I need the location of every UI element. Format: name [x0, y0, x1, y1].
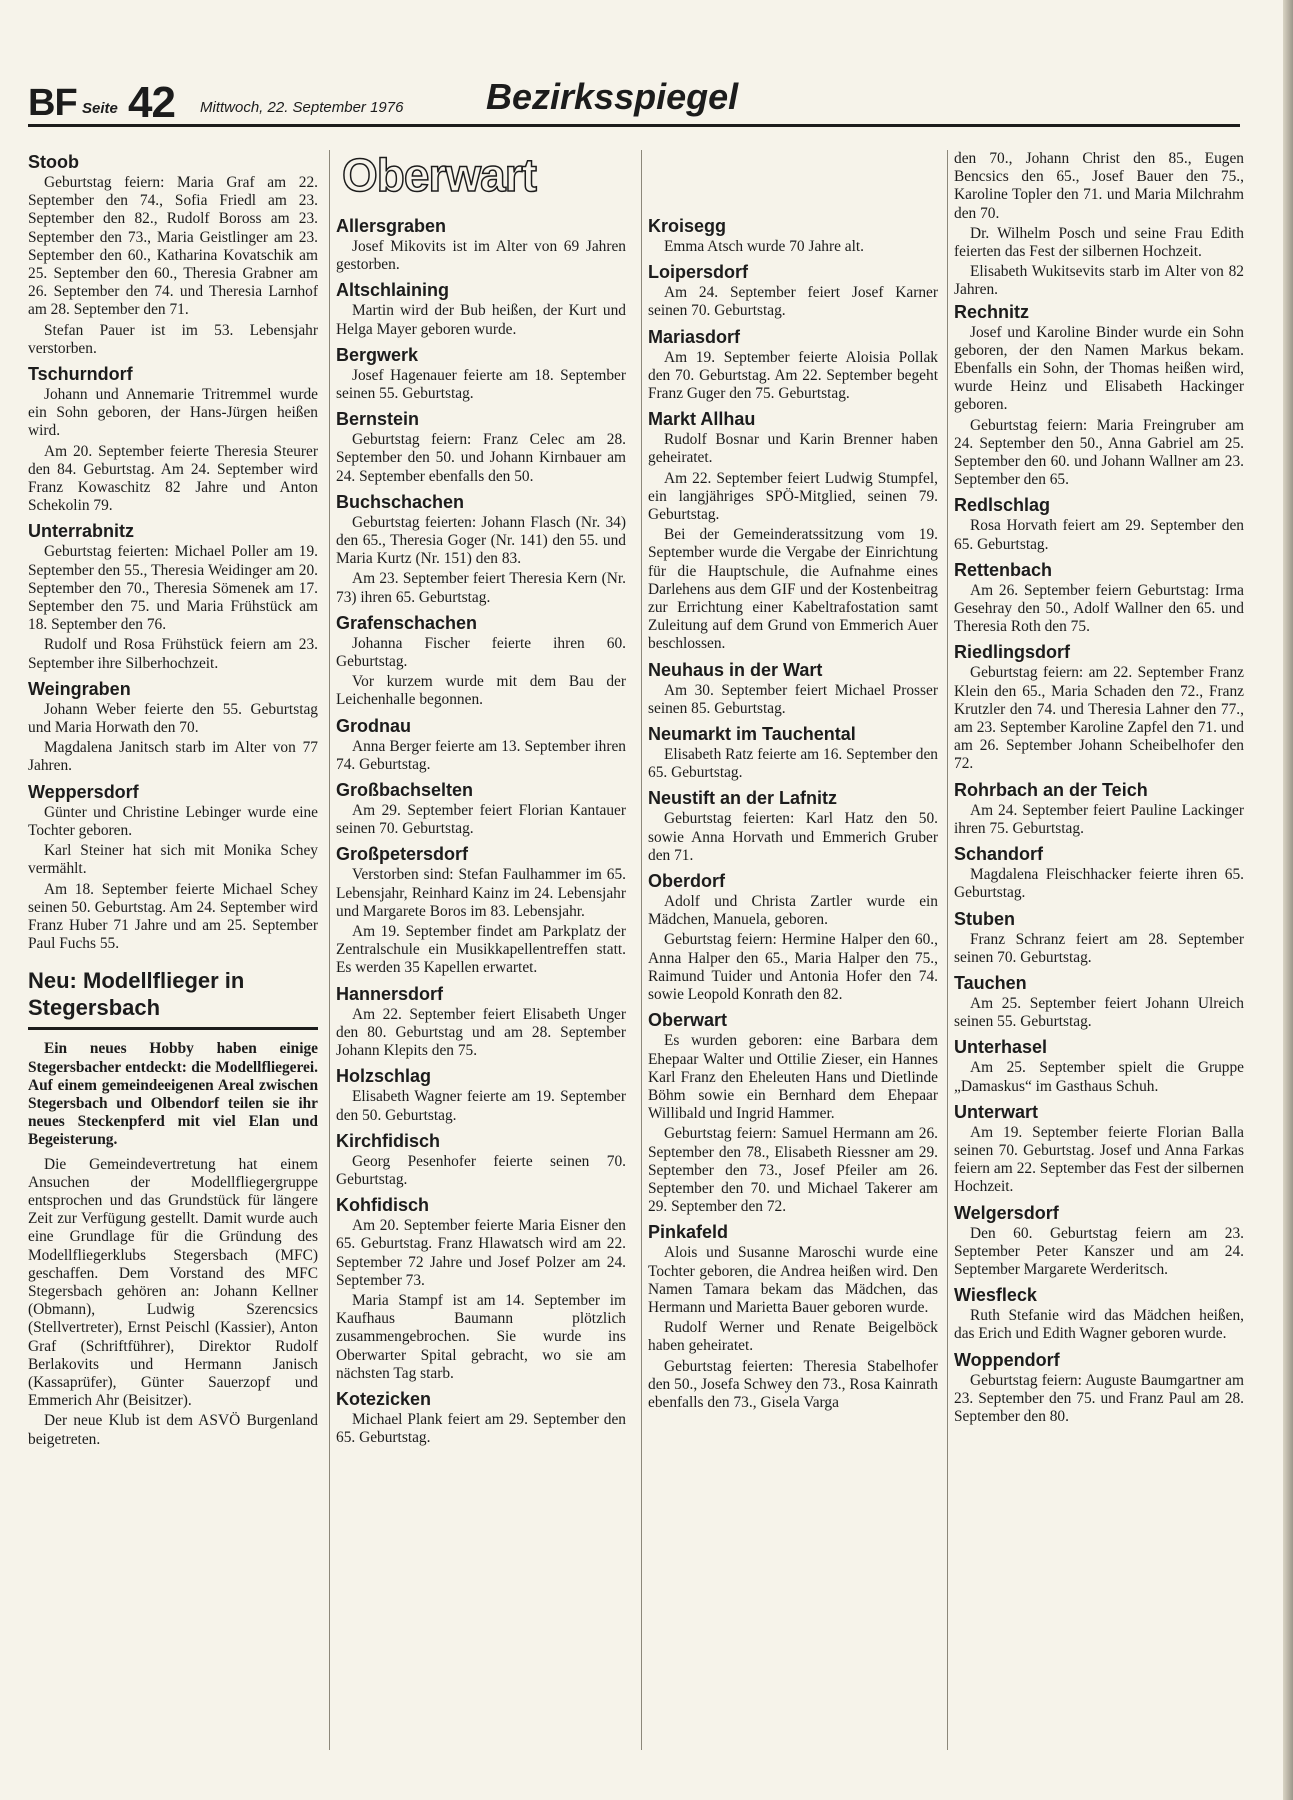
locality-heading: Kohfidisch [336, 1195, 429, 1216]
locality-heading: Hannersdorf [336, 983, 444, 1004]
locality-paragraph: Am 26. September feiern Geburtstag: Irma Gesehray den 50., Adolf Wallner den 65. und Theresia Roth den 75. [954, 581, 1244, 636]
locality-paragraph: Geburtstag feierten: Karl Hatz den 50. sowie Anna Horvath und Emmerich Gruber den 71. [648, 810, 938, 864]
entry-list [954, 302, 1244, 1427]
locality-paragraph: Karl Steiner hat sich mit Monika Schey vermählt. [28, 842, 318, 878]
locality-paragraph: Am 20. September feierte Maria Eisner den 65. Geburtstag. Franz Hlawatsch wird am 22. September 72 Jahre und Josef Polzer am 24. September 73. [336, 1217, 626, 1289]
locality-heading: Pinkafeld [648, 1222, 729, 1243]
locality-heading: Buchschachen [336, 491, 465, 512]
locality-paragraph: Geburtstag feiern: am 22. September Franz Klein den 65., Maria Schaden den 72., Franz Krutzler den 74. und Theresia Lahner den 77., am 23. September Karoline Zapfel den 71. und am 26. September Johann Scheibelhofer den 72. [954, 664, 1244, 773]
section-title: Bezirksspiegel [486, 76, 739, 117]
locality-heading: Welgersdorf [954, 1202, 1059, 1223]
locality-paragraph: Am 25. September spielt die Gruppe „Damaskus“ im Gasthaus Schuh. [954, 1059, 1244, 1095]
locality-heading: Riedlingsdorf [954, 642, 1070, 663]
locality-paragraph: Geburtstag feiern: Hermine Halper den 60., Anna Halper den 65., Maria Halper den 75., Raimund Tuider und Antonia Hofer den 74. sowie Leopold Konrath den 82. [648, 931, 938, 1004]
locality-paragraph: Am 23. September feiert Theresia Kern (Nr. 73) ihren 65. Geburtstag. [336, 570, 626, 606]
locality-paragraph: Johanna Fischer feierte ihren 60. Geburtstag. [336, 634, 626, 671]
locality-paragraph: Ruth Stefanie wird das Mädchen heißen, das Erich und Edith Wagner geboren wurde. [954, 1307, 1244, 1343]
locality-entry [648, 1010, 938, 1216]
locality-paragraph: Rudolf Werner und Renate Beigelböck haben geheiratet. [648, 1319, 938, 1355]
locality-entry [954, 1350, 1244, 1427]
locality-paragraph: Geburtstag feiern: Maria Freingruber am 24. September den 50., Anna Gabriel am 25. September den 60. und Johann Wallner am 23. September den 65. [954, 416, 1244, 489]
locality-heading: Bernstein [336, 409, 420, 430]
locality-entry [954, 560, 1244, 637]
locality-paragraph: Magdalena Fleischhacker feierte ihren 65. Geburtstag. [954, 866, 1244, 902]
locality-heading: Tauchen [954, 972, 1027, 993]
continued-paragraph: den 70., Johann Christ den 85., Eugen Bencsics den 65., Josef Bauer den 75., Karoline Topler den 71. und Maria Milchrahm den 70. [954, 150, 1244, 222]
issue-date: Mittwoch, 22. September 1976 [200, 99, 404, 116]
locality-paragraph: Geburtstag feierten: Theresia Stabelhofer den 50., Josefa Schwey den 73., Rosa Kainrath ebenfalls den 73., Gisela Varga [648, 1357, 938, 1411]
locality-entry [336, 984, 626, 1061]
locality-paragraph: Johann und Annemarie Tritremmel wurde ein Sohn geboren, der Hans-Jürgen heißen wird. [28, 386, 318, 440]
locality-paragraph: Josef und Karoline Binder wurde ein Sohn geboren, der den Namen Markus bekam. Ebenfalls ein Sohn, der Thomas heißen wird, wurde Heinz und Elisabeth Hackinger geboren. [954, 323, 1244, 414]
locality-paragraph: Vor kurzem wurde mit dem Bau der Leichenhalle begonnen. [336, 673, 626, 709]
locality-entry [336, 1131, 626, 1189]
locality-entry [28, 364, 318, 515]
column-4 [954, 150, 1244, 1432]
locality-paragraph: Geburtstag feiern: Auguste Baumgartner am 23. September den 75. und Franz Paul am 28. September den 80. [954, 1371, 1244, 1425]
locality-heading: Markt Allhau [648, 409, 756, 430]
locality-heading: Stoob [28, 152, 79, 172]
locality-paragraph: Am 29. September feiert Florian Kantauer seinen 70. Geburtstag. [336, 802, 626, 838]
column-1 [28, 152, 318, 1451]
locality-heading: Grafenschachen [336, 612, 478, 633]
locality-paragraph: Geburtstag feiern: Franz Celec am 28. September den 50. und Johann Kirnbauer am 24. September ebenfalls den 50. [336, 431, 626, 485]
locality-heading: Oberwart [648, 1010, 728, 1031]
locality-paragraph: Am 22. September feiert Elisabeth Unger den 80. Geburtstag und am 28. September Johann Klepits den 75. [336, 1005, 626, 1060]
locality-entry [954, 973, 1244, 1031]
locality-paragraph: Josef Mikovits ist im Alter von 69 Jahren gestorben. [336, 238, 626, 274]
locality-entry [28, 782, 318, 954]
continued-paragraph: Dr. Wilhelm Posch und seine Frau Edith feierten das Fest der silbernen Hochzeit. [954, 224, 1244, 261]
locality-heading: Unterrabnitz [28, 521, 135, 542]
locality-entry [336, 844, 626, 977]
locality-paragraph: Josef Hagenauer feierte am 18. September seinen 55. Geburtstag. [336, 366, 626, 403]
page-label: Seite [82, 100, 118, 117]
locality-entry [336, 1066, 626, 1124]
locality-paragraph: Franz Schranz feiert am 28. September seinen 70. Geburtstag. [954, 930, 1244, 966]
entry-list [28, 152, 318, 953]
locality-entry [336, 1389, 626, 1447]
locality-entry [954, 1203, 1244, 1280]
locality-heading: Rohrbach an der Teich [954, 779, 1148, 800]
locality-paragraph: Am 25. September feiert Johann Ulreich seinen 55. Geburtstag. [954, 994, 1244, 1031]
locality-paragraph: Günter und Christine Lebinger wurde eine Tochter geboren. [28, 803, 318, 839]
locality-entry [648, 788, 938, 865]
locality-heading: Rettenbach [954, 559, 1053, 580]
locality-paragraph: Adolf und Christa Zartler wurde ein Mädchen, Manuela, geboren. [648, 893, 938, 929]
locality-paragraph: Georg Pesenhofer feierte seinen 70. Geburtstag. [336, 1152, 626, 1188]
locality-entry [648, 409, 938, 653]
locality-paragraph: Stefan Pauer ist im 53. Lebensjahr verstorben. [28, 321, 318, 357]
locality-entry [954, 1285, 1244, 1343]
column-3 [648, 216, 938, 1418]
article-paragraph: Die Gemeindevertretung hat einem Ansuchen der Modellfliegergruppe entsprochen und das Grundstück für längere Zeit zur Verfügung gestellt. Damit wurde auch eine Grundlage für die Gründung des Modellfliegerklubs Stegersbach (MFC) geschaffen. Dem Vorstand des MFC Stegersbach gehören an: Johann Kellner (Obmann), Ludwig Szerencsics (Stellvertreter), Ernst Peischl (Kassier), Anton Graf (Schriftführer), Direktor Rudolf Berlakovits und Hermann Janisch (Kassaprüfer), Günter Sauerzopf und Emmerich Ahr (Beisitzer). [28, 1155, 318, 1410]
locality-paragraph: Elisabeth Ratz feierte am 16. September den 65. Geburtstag. [648, 746, 938, 782]
locality-heading: Neustift an der Lafnitz [648, 788, 838, 809]
locality-paragraph: Am 20. September feierte Theresia Steurer den 84. Geburtstag. Am 24. September wird Franz Kowaschitz 82 Jahre und Anton Schekolin 79. [28, 442, 318, 515]
locality-paragraph: Verstorben sind: Stefan Faulhammer im 65. Lebensjahr, Reinhard Kainz im 24. Lebensjahr und Margarete Boros im 83. Lebensjahr. [336, 866, 626, 920]
locality-heading: Stuben [954, 908, 1015, 929]
locality-paragraph: Rudolf Bosnar und Karin Brenner haben geheiratet. [648, 431, 938, 467]
locality-paragraph: Martin wird der Bub heißen, der Kurt und Helga Mayer geboren wurde. [336, 302, 626, 338]
locality-heading: Mariasdorf [648, 326, 741, 347]
page-edge [1283, 0, 1293, 1800]
locality-heading: Oberdorf [648, 871, 726, 892]
continued-paragraph: Elisabeth Wukitsevits starb im Alter von 82 Jahren. [954, 263, 1244, 299]
locality-heading: Neumarkt im Tauchental [648, 724, 856, 745]
locality-entry [648, 660, 938, 718]
locality-entry [336, 1195, 626, 1383]
locality-entry [954, 302, 1244, 490]
locality-paragraph: Rudolf und Rosa Frühstück feiern am 23. September ihre Silberhochzeit. [28, 636, 318, 672]
locality-heading: Großbachselten [336, 780, 474, 801]
district-banner: Oberwart [342, 149, 536, 201]
locality-entry [954, 1102, 1244, 1197]
locality-entry [28, 521, 318, 672]
locality-entry [954, 1037, 1244, 1095]
locality-paragraph: Den 60. Geburtstag feiern am 23. September Peter Kanszer und am 24. September Margarete Werderitsch. [954, 1224, 1244, 1278]
locality-paragraph: Johann Weber feierte den 55. Geburtstag und Maria Horwath den 70. [28, 700, 318, 737]
locality-heading: Redlschlag [954, 495, 1051, 516]
locality-entry [954, 642, 1244, 773]
article-headline: Neu: Modellflieger in Stegersbach [28, 967, 318, 1030]
locality-entry [648, 1222, 938, 1412]
entry-list [336, 216, 626, 1447]
locality-paragraph: Michael Plank feiert am 29. September den 65. Geburtstag. [336, 1410, 626, 1447]
article-paragraph: Der neue Klub ist dem ASVÖ Burgenland beigetreten. [28, 1412, 318, 1448]
locality-paragraph: Am 24. September feiert Josef Karner seinen 70. Geburtstag. [648, 284, 938, 320]
locality-paragraph: Geburtstag feiern: Samuel Hermann am 26. September den 78., Elisabeth Riessner am 29. September den 73., Josef Pfeiler am 26. September den 70. und Michael Takerer am 29. September den 72. [648, 1125, 938, 1216]
locality-paragraph: Elisabeth Wagner feierte am 19. September den 50. Geburtstag. [336, 1088, 626, 1124]
locality-entry [336, 280, 626, 338]
locality-heading: Woppendorf [954, 1349, 1060, 1370]
locality-entry [954, 844, 1244, 902]
locality-entry [954, 909, 1244, 967]
locality-entry [648, 327, 938, 404]
locality-paragraph: Am 24. September feiert Pauline Lackinger ihren 75. Geburtstag. [954, 801, 1244, 837]
locality-paragraph: Alois und Susanne Maroschi wurde eine Tochter geboren, die Andrea heißen wird. Den Namen Tamara bekam das Mädchen, das Hermann und Marietta Bauer geboren wurde. [648, 1244, 938, 1316]
locality-entry [336, 216, 626, 274]
modellflieger-article [28, 967, 318, 1448]
locality-paragraph: Bei der Gemeinderatssitzung vom 19. September wurde die Vergabe der Einrichtung für die Hauptschule, die Aufnahme eines Darlehens aus dem GIF und der Kostenbeitrag zur Errichtung einer Kabeltrafostation samt Zuleitung auf dem Grund von Emmerich Auer beschlossen. [648, 526, 938, 653]
locality-paragraph: Am 30. September feiert Michael Prosser seinen 85. Geburtstag. [648, 681, 938, 717]
locality-paragraph: Geburtstag feierten: Michael Poller am 19. September den 55., Theresia Weidinger am 20. September den 70., Theresia Sömenek am 17. September den 75. und Maria Frühstück am 18. September den 76. [28, 543, 318, 634]
locality-heading: Kotezicken [336, 1388, 432, 1409]
locality-entry [336, 409, 626, 486]
locality-entry [28, 679, 318, 776]
masthead [28, 64, 1240, 127]
locality-paragraph: Am 22. September feiert Ludwig Stumpfel, ein langjähriges SPÖ-Mitglied, seinen 79. Geburtstag. [648, 469, 938, 524]
locality-heading: Allersgraben [336, 216, 447, 236]
locality-paragraph: Am 19. September feierte Aloisia Pollak den 70. Geburtstag. Am 22. September begeht Franz Guger den 75. Geburtstag. [648, 348, 938, 403]
locality-paragraph: Magdalena Janitsch starb im Alter von 77 Jahren. [28, 739, 318, 775]
locality-entry [336, 780, 626, 838]
locality-entry [336, 716, 626, 774]
locality-entry [648, 262, 938, 320]
locality-paragraph: Es wurden geboren: eine Barbara dem Ehepaar Walter und Ottilie Zieser, ein Hannes Karl Franz den Eheleuten Hans und Dietlinde Böhm sowie ein Bernhard dem Ehepaar Willibald und Ingrid Hammer. [648, 1032, 938, 1123]
locality-entry [954, 495, 1244, 553]
locality-heading: Unterwart [954, 1101, 1039, 1122]
locality-heading: Grodnau [336, 715, 411, 736]
locality-heading: Unterhasel [954, 1037, 1048, 1058]
locality-paragraph: Geburtstag feiern: Maria Graf am 22. September den 74., Sofia Friedl am 23. September den 82., Rudolf Boross am 23. September den 73., Maria Geistlinger am 23. September den 60., Katharina Kovatschik am 25. September den 60., Theresia Grabner am 26. September den 74. und Theresia Larnhof am 28. September den 71. [28, 174, 318, 319]
locality-heading: Loipersdorf [648, 262, 749, 283]
column-2 [336, 152, 626, 1453]
locality-paragraph: Am 19. September findet am Parkplatz der Zentralschule ein Musikkapellentreffen statt. Es werden 35 Kapellen erwartet. [336, 923, 626, 977]
locality-heading: Wiesfleck [954, 1285, 1037, 1306]
locality-entry [28, 152, 318, 358]
locality-entry [648, 871, 938, 1004]
locality-paragraph: Emma Atsch wurde 70 Jahre alt. [664, 238, 865, 255]
column-divider [329, 150, 330, 1750]
entry-list [648, 216, 938, 1412]
locality-paragraph: Geburtstag feierten: Johann Flasch (Nr. 34) den 65., Theresia Goger (Nr. 141) den 55. und Maria Kurtz (Nr. 151) den 83. [336, 513, 626, 568]
locality-heading: Neuhaus in der Wart [648, 659, 823, 680]
locality-heading: Kirchfidisch [336, 1130, 441, 1151]
article-lead: Ein neues Hobby haben einige Stegersbacher entdeckt: die Modellfliegerei. Auf einem gemeindeeigenen Areal zwischen Stegersbach und Olbendorf teilen sie ihr neues Steckenpferd mit viel Elan und Begeisterung. [28, 1040, 318, 1149]
locality-heading: Bergwerk [336, 344, 419, 365]
locality-paragraph: Am 18. September feierte Michael Schey seinen 50. Geburtstag. Am 24. September wird Franz Huber 71 Jahre und am 25. September Paul Fuchs 55. [28, 880, 318, 953]
column-divider [947, 150, 948, 1750]
locality-heading: Schandorf [954, 844, 1044, 865]
locality-heading: Weingraben [28, 678, 131, 699]
locality-heading: Holzschlag [336, 1066, 432, 1087]
locality-paragraph: Rosa Horvath feiert am 29. September den 65. Geburtstag. [954, 517, 1244, 553]
column-divider [641, 150, 642, 1750]
locality-paragraph: Am 19. September feierte Florian Balla seinen 70. Geburtstag. Josef und Anna Farkas feiern am 22. September das Fest der silbernen Hochzeit. [954, 1123, 1244, 1196]
locality-entry [648, 724, 938, 782]
locality-entry [954, 780, 1244, 838]
locality-heading: Rechnitz [954, 301, 1030, 322]
newspaper-logo: BF [28, 82, 77, 124]
locality-heading: Tschurndorf [28, 364, 133, 385]
locality-entry [336, 345, 626, 403]
locality-heading: Großpetersdorf [336, 844, 469, 865]
locality-paragraph: Maria Stampf ist am 14. September im Kaufhaus Baumann plötzlich zusammengebrochen. Sie wurde ins Oberwarter Spital gebracht, wo sie am nächsten Tag starb. [336, 1291, 626, 1382]
locality-entry [336, 613, 626, 710]
locality-heading: Kroisegg [648, 216, 727, 236]
locality-heading: Weppersdorf [28, 781, 139, 802]
page-number: 42 [128, 78, 175, 127]
locality-entry [336, 492, 626, 607]
locality-entry [648, 216, 938, 256]
locality-heading: Altschlaining [336, 280, 450, 301]
locality-paragraph: Anna Berger feierte am 13. September ihren 74. Geburtstag. [336, 737, 626, 773]
